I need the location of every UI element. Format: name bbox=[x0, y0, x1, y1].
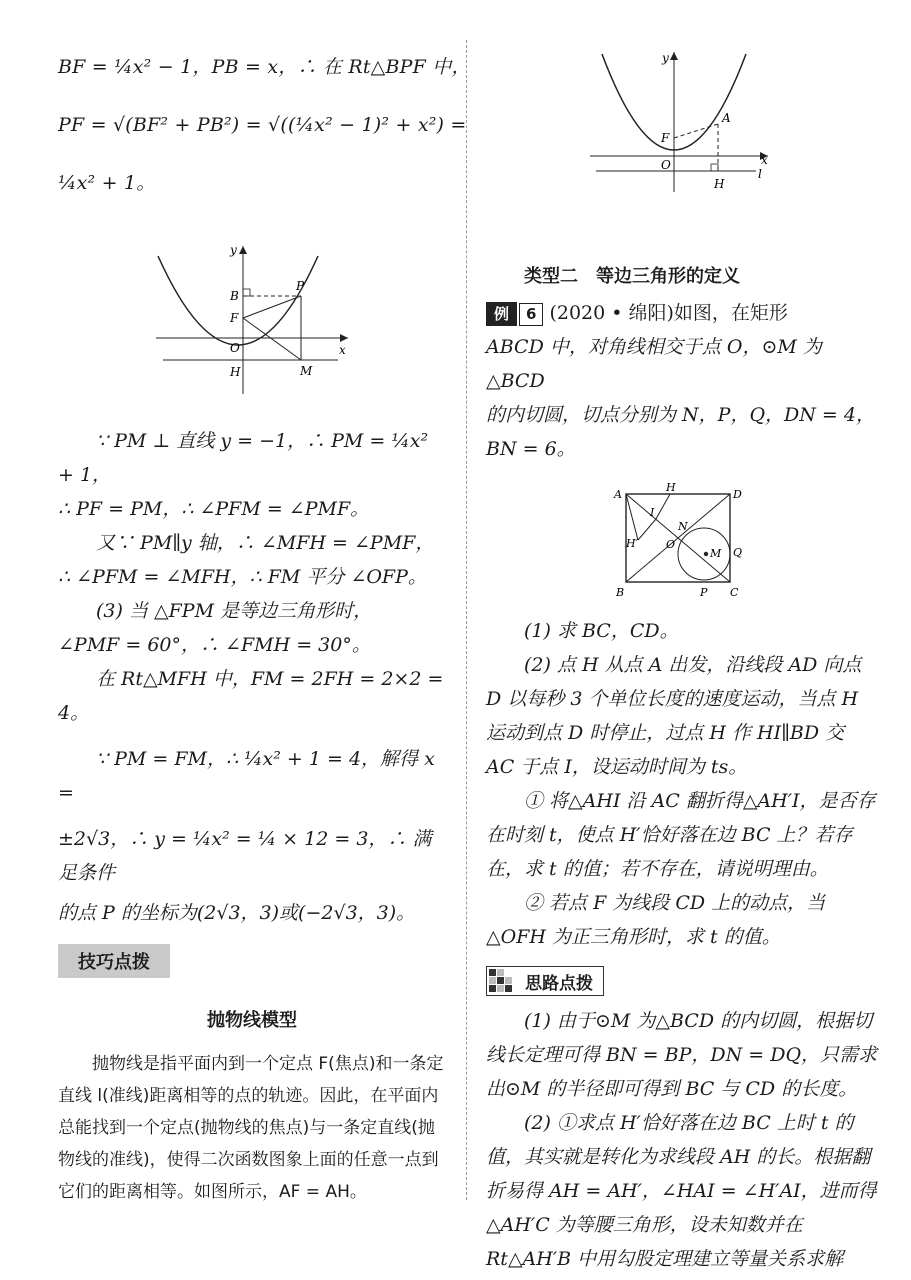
label-o-3: O bbox=[666, 538, 676, 551]
left-column bbox=[58, 36, 471, 1208]
model-title: 抛物线模型 bbox=[207, 1010, 297, 1031]
label-h: H bbox=[230, 365, 241, 379]
solution-hint-2: (2) ①求点 H′恰好落在边 BC 上时 t 的值，其实就是转化为求线段 AH 的长。根据翻折易得 AH = AH′，∠HAI = ∠H′AI，进而得△AH′C 为等腰三角形，设未知数并在 Rt△AH′B 中用勾股定理建立等量关系求解 bbox=[486, 1112, 877, 1270]
example-number: 6 bbox=[519, 303, 543, 326]
segment-fm bbox=[243, 318, 301, 360]
think-heading bbox=[486, 966, 604, 996]
label-f-2: F bbox=[661, 131, 670, 145]
label-o-2: O bbox=[661, 158, 671, 172]
tip-heading: 技巧点拨 bbox=[58, 944, 170, 978]
label-q-3: Q bbox=[733, 546, 743, 559]
label-h-prime-3: H′ bbox=[626, 537, 639, 550]
solution-line: (3) 当 △FPM 是等边三角形时， bbox=[96, 600, 373, 622]
example-line bbox=[486, 296, 878, 330]
solution-hint-1: (1) 由于⊙M 为△BCD 的内切圆，根据切线长定理可得 BN = BP，DN = DQ，只需求出⊙M 的半径即可得到 BC 与 CD 的长度。 bbox=[486, 1010, 878, 1100]
y-arrow bbox=[239, 246, 247, 254]
right-angle-mark bbox=[243, 289, 250, 296]
label-h-3: H bbox=[666, 482, 676, 494]
segment-ah2 bbox=[626, 494, 638, 540]
label-a-2: A bbox=[722, 111, 731, 125]
right-angle-mark-2 bbox=[711, 164, 718, 171]
solution-line: ∴ ∠PFM = ∠MFH，∴ FM 平分 ∠OFP。 bbox=[58, 566, 427, 588]
solution-line: 又∵ PM∥y 轴，∴ ∠MFH = ∠PMF， bbox=[96, 532, 435, 554]
text-line: ¼x² + 1。 bbox=[58, 172, 156, 194]
solution-line: ±2√3，∴ y = ¼x² = ¼ × 12 = 3，∴ 满足条件 bbox=[58, 828, 432, 884]
label-n-3: N bbox=[678, 520, 688, 533]
label-h-2: H bbox=[714, 177, 725, 191]
example-line: ABCD 中，对角线相交于点 O，⊙M 为△BCD bbox=[486, 336, 822, 392]
question-2-part-2: ② 若点 F 为线段 CD 上的动点，当△OFH 为正三角形时，求 t 的值。 bbox=[486, 892, 826, 948]
segment-fp bbox=[243, 296, 301, 318]
right-column bbox=[486, 36, 878, 1276]
type-title: 类型二 等边三角形的定义 bbox=[524, 266, 740, 287]
solution-line: ∵ PM = FM，∴ ¼x² + 1 = 4，解得 x = bbox=[58, 748, 435, 804]
rectangle-figure bbox=[486, 482, 878, 602]
label-m: M bbox=[300, 364, 313, 378]
column-divider bbox=[466, 40, 468, 1200]
question-1: (1) 求 BC，CD。 bbox=[524, 620, 679, 642]
segment-hi bbox=[656, 494, 670, 519]
question-2: (2) 点 H 从点 A 出发，沿线段 AD 向点 D 以每秒 3 个单位长度的速度运动，当点 H 运动到点 D 时停止，过点 H 作 HI∥BD 交 AC 于点 I，设运动时间为 ts。 bbox=[486, 654, 862, 778]
solution-line: ∴ PF = PM，∴ ∠PFM = ∠PMF。 bbox=[58, 498, 370, 520]
question-2-part-1: ① 将△AHI 沿 AC 翻折得△AH′I，是否存在时刻 t，使点 H′恰好落在边 BC 上？若存在，求 t 的值；若不存在，请说明理由。 bbox=[486, 790, 876, 880]
label-o: O bbox=[230, 341, 240, 355]
solution-line: 的点 P 的坐标为(2√3，3)或(−2√3，3)。 bbox=[58, 902, 416, 924]
label-a-3: A bbox=[614, 488, 622, 501]
y-arrow-2 bbox=[670, 52, 678, 60]
label-c-3: C bbox=[730, 586, 739, 599]
example-line: 的内切圆，切点分别为 N，P，Q，DN = 4， bbox=[486, 404, 875, 426]
text-line: PF = √(BF² + PB²) = √((¼x² − 1)² + x²) = bbox=[58, 114, 467, 136]
parabola-figure-2 bbox=[486, 36, 878, 196]
segment-fa bbox=[674, 124, 718, 138]
think-label: 思路点拨 bbox=[525, 973, 593, 994]
label-x-2: x bbox=[761, 153, 768, 167]
parabola-figure-1 bbox=[58, 244, 446, 404]
segment-h2i bbox=[638, 519, 656, 540]
solution-line: ∠PMF = 60°，∴ ∠FMH = 30°。 bbox=[58, 634, 371, 656]
model-text: 抛物线是指平面内到一个定点 F(焦点)和一条定直线 l(准线)距离相等的点的轨迹。因此，在平面内总能找到一个定点(抛物线的焦点)与一条定直线(抛物线的准线)，使得二次函数图象上面的任意一点到它们的距离相等。如图所示，AF = AH。 bbox=[58, 1054, 444, 1202]
text-line: BF = ¼x² − 1，PB = x，∴ 在 Rt△BPF 中， bbox=[58, 56, 471, 78]
label-p: P bbox=[296, 279, 305, 293]
example-tag: 例 bbox=[486, 302, 517, 326]
label-p-3: P bbox=[700, 586, 708, 599]
label-y-2: y bbox=[662, 51, 669, 65]
label-b: B bbox=[230, 289, 239, 303]
label-l-2: l bbox=[758, 167, 762, 181]
example-source: (2020 • 绵阳)如图，在矩形 bbox=[549, 302, 788, 324]
center-m bbox=[704, 552, 708, 556]
grid-icon bbox=[487, 967, 515, 995]
label-x: x bbox=[339, 343, 346, 357]
label-d-3: D bbox=[733, 488, 742, 501]
x-arrow bbox=[340, 334, 348, 342]
label-b-3: B bbox=[616, 586, 625, 599]
label-m-3: M bbox=[710, 547, 722, 560]
example-line: BN = 6。 bbox=[486, 438, 576, 460]
label-f: F bbox=[230, 311, 239, 325]
label-i-3: I bbox=[650, 506, 655, 519]
solution-line: 在 Rt△MFH 中，FM = 2FH = 2×2 = 4。 bbox=[58, 668, 444, 724]
solution-line: ∵ PM ⊥ 直线 y = −1，∴ PM = ¼x² + 1， bbox=[58, 430, 429, 486]
label-y: y bbox=[230, 244, 237, 257]
